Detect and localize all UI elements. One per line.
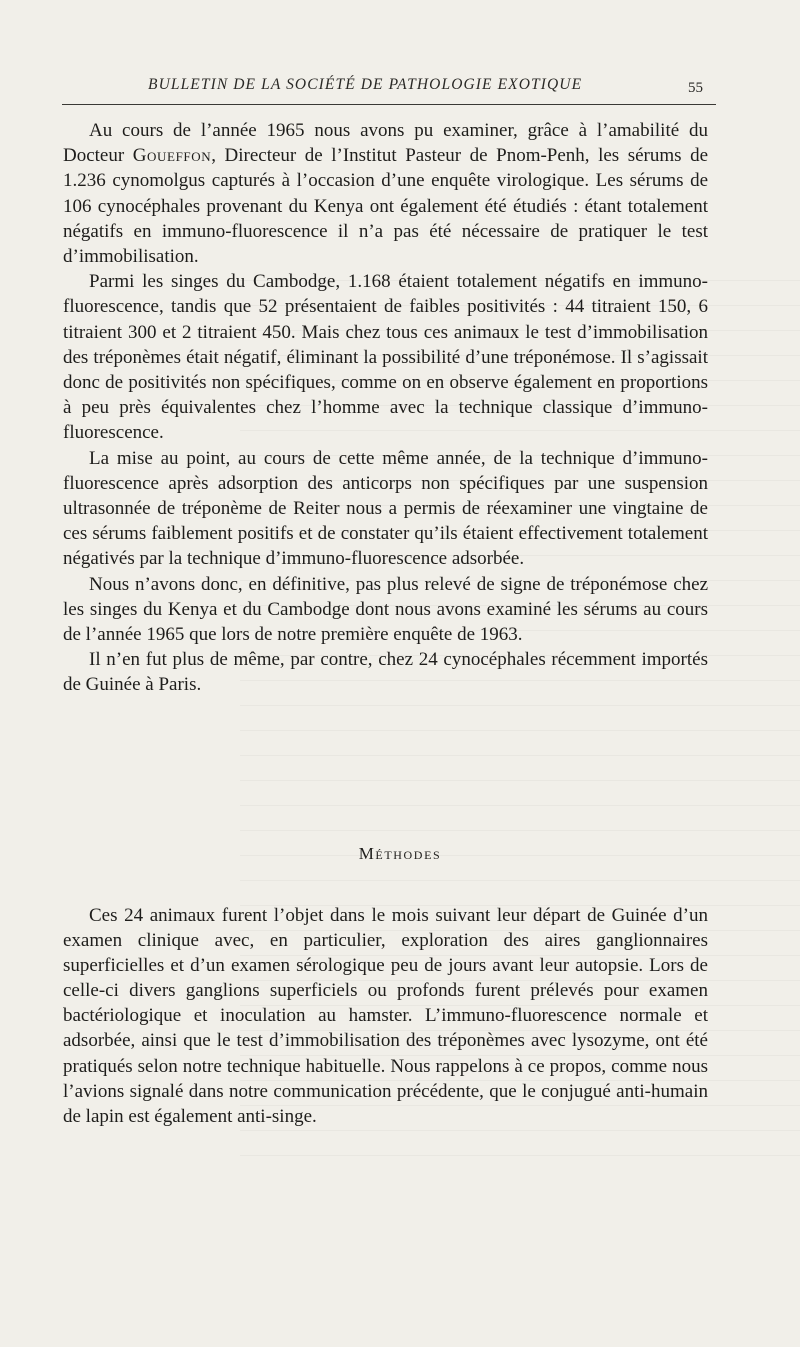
paragraph-1-part-b: , Directeur de l’Institut Pasteur de Pnom-Penh, les sérums de 1.236 cynomolgus capturés à l’occasion d’une enquête virologique. Les sérums de 106 cynocéphales provenant du Kenya ont également été étudiés : étant totalement négatifs en immuno-fluorescence il n’a pas été nécessaire de pratiquer le test d’immobilisation.: [63, 145, 708, 268]
paragraph-1: [63, 118, 708, 269]
running-header: BULLETIN DE LA SOCIÉTÉ DE PATHOLOGIE EXOTIQUE: [148, 76, 583, 93]
header-rule: [62, 104, 716, 105]
article-body: [63, 118, 708, 698]
section-heading-methods: Méthodes: [358, 844, 442, 863]
person-name: Goueffon: [132, 145, 212, 167]
paragraph-1-part-a: Au cours de l’année 1965 nous avons pu examiner, grâce à l’amabilité du Docteur: [63, 120, 708, 167]
paragraph-2: Parmi les singes du Cambodge, 1.168 étaient totalement négatifs en immuno-fluorescence, tandis que 52 présentaient de faibles positivités : 44 titraient 150, 6 titraient 300 et 2 titraient 450. Mais chez tous ces animaux le test d’immobilisation des tréponèmes était négatif, éliminant la possibilité d’une tréponémose. Il s’agissait donc de positivités non spécifiques, comme on en observe également en proportions à peu près équivalentes chez l’homme avec la technique classique d’immuno-fluorescence.: [63, 271, 708, 444]
methods-paragraph-1: Ces 24 animaux furent l’objet dans le mois suivant leur départ de Guinée d’un examen clinique avec, en particulier, exploration des aires ganglionnaires superficielles et d’un examen sérologique peu de jours avant leur autopsie. Lors de celle-ci divers ganglions superficiels ou profonds furent prélevés pour examen bactériologique et inoculation au hamster. L’immuno-fluorescence normale et adsorbée, ainsi que le test d’immobilisation des tréponèmes avec lysozyme, ont été pratiqués selon notre technique habituelle. Nous rappelons à ce propos, comme nous l’avions signalé dans notre communication précédente, que le conjugué anti-humain de lapin est également anti-singe.: [63, 905, 708, 1127]
methods-body: [63, 903, 708, 1129]
paragraph-4: Nous n’avons donc, en définitive, pas plus relevé de signe de tréponémose chez les singes du Kenya et du Cambodge dont nous avons examiné les sérums au cours de l’année 1965 que lors de notre première enquête de 1963.: [63, 573, 708, 646]
paragraph-5: Il n’en fut plus de même, par contre, chez 24 cynocéphales récemment importés de Guinée à Paris.: [63, 649, 708, 696]
page-number: 55: [688, 80, 703, 96]
paragraph-3: La mise au point, au cours de cette même année, de la technique d’immuno-fluorescence après adsorption des anticorps non spécifiques par une suspension ultrasonnée de tréponème de Reiter nous a permis de réexaminer une vingtaine de ces sérums faiblement positifs et de constater qu’ils étaient effectivement totalement négativés par la technique d’immuno-fluorescence adsorbée.: [63, 447, 708, 570]
